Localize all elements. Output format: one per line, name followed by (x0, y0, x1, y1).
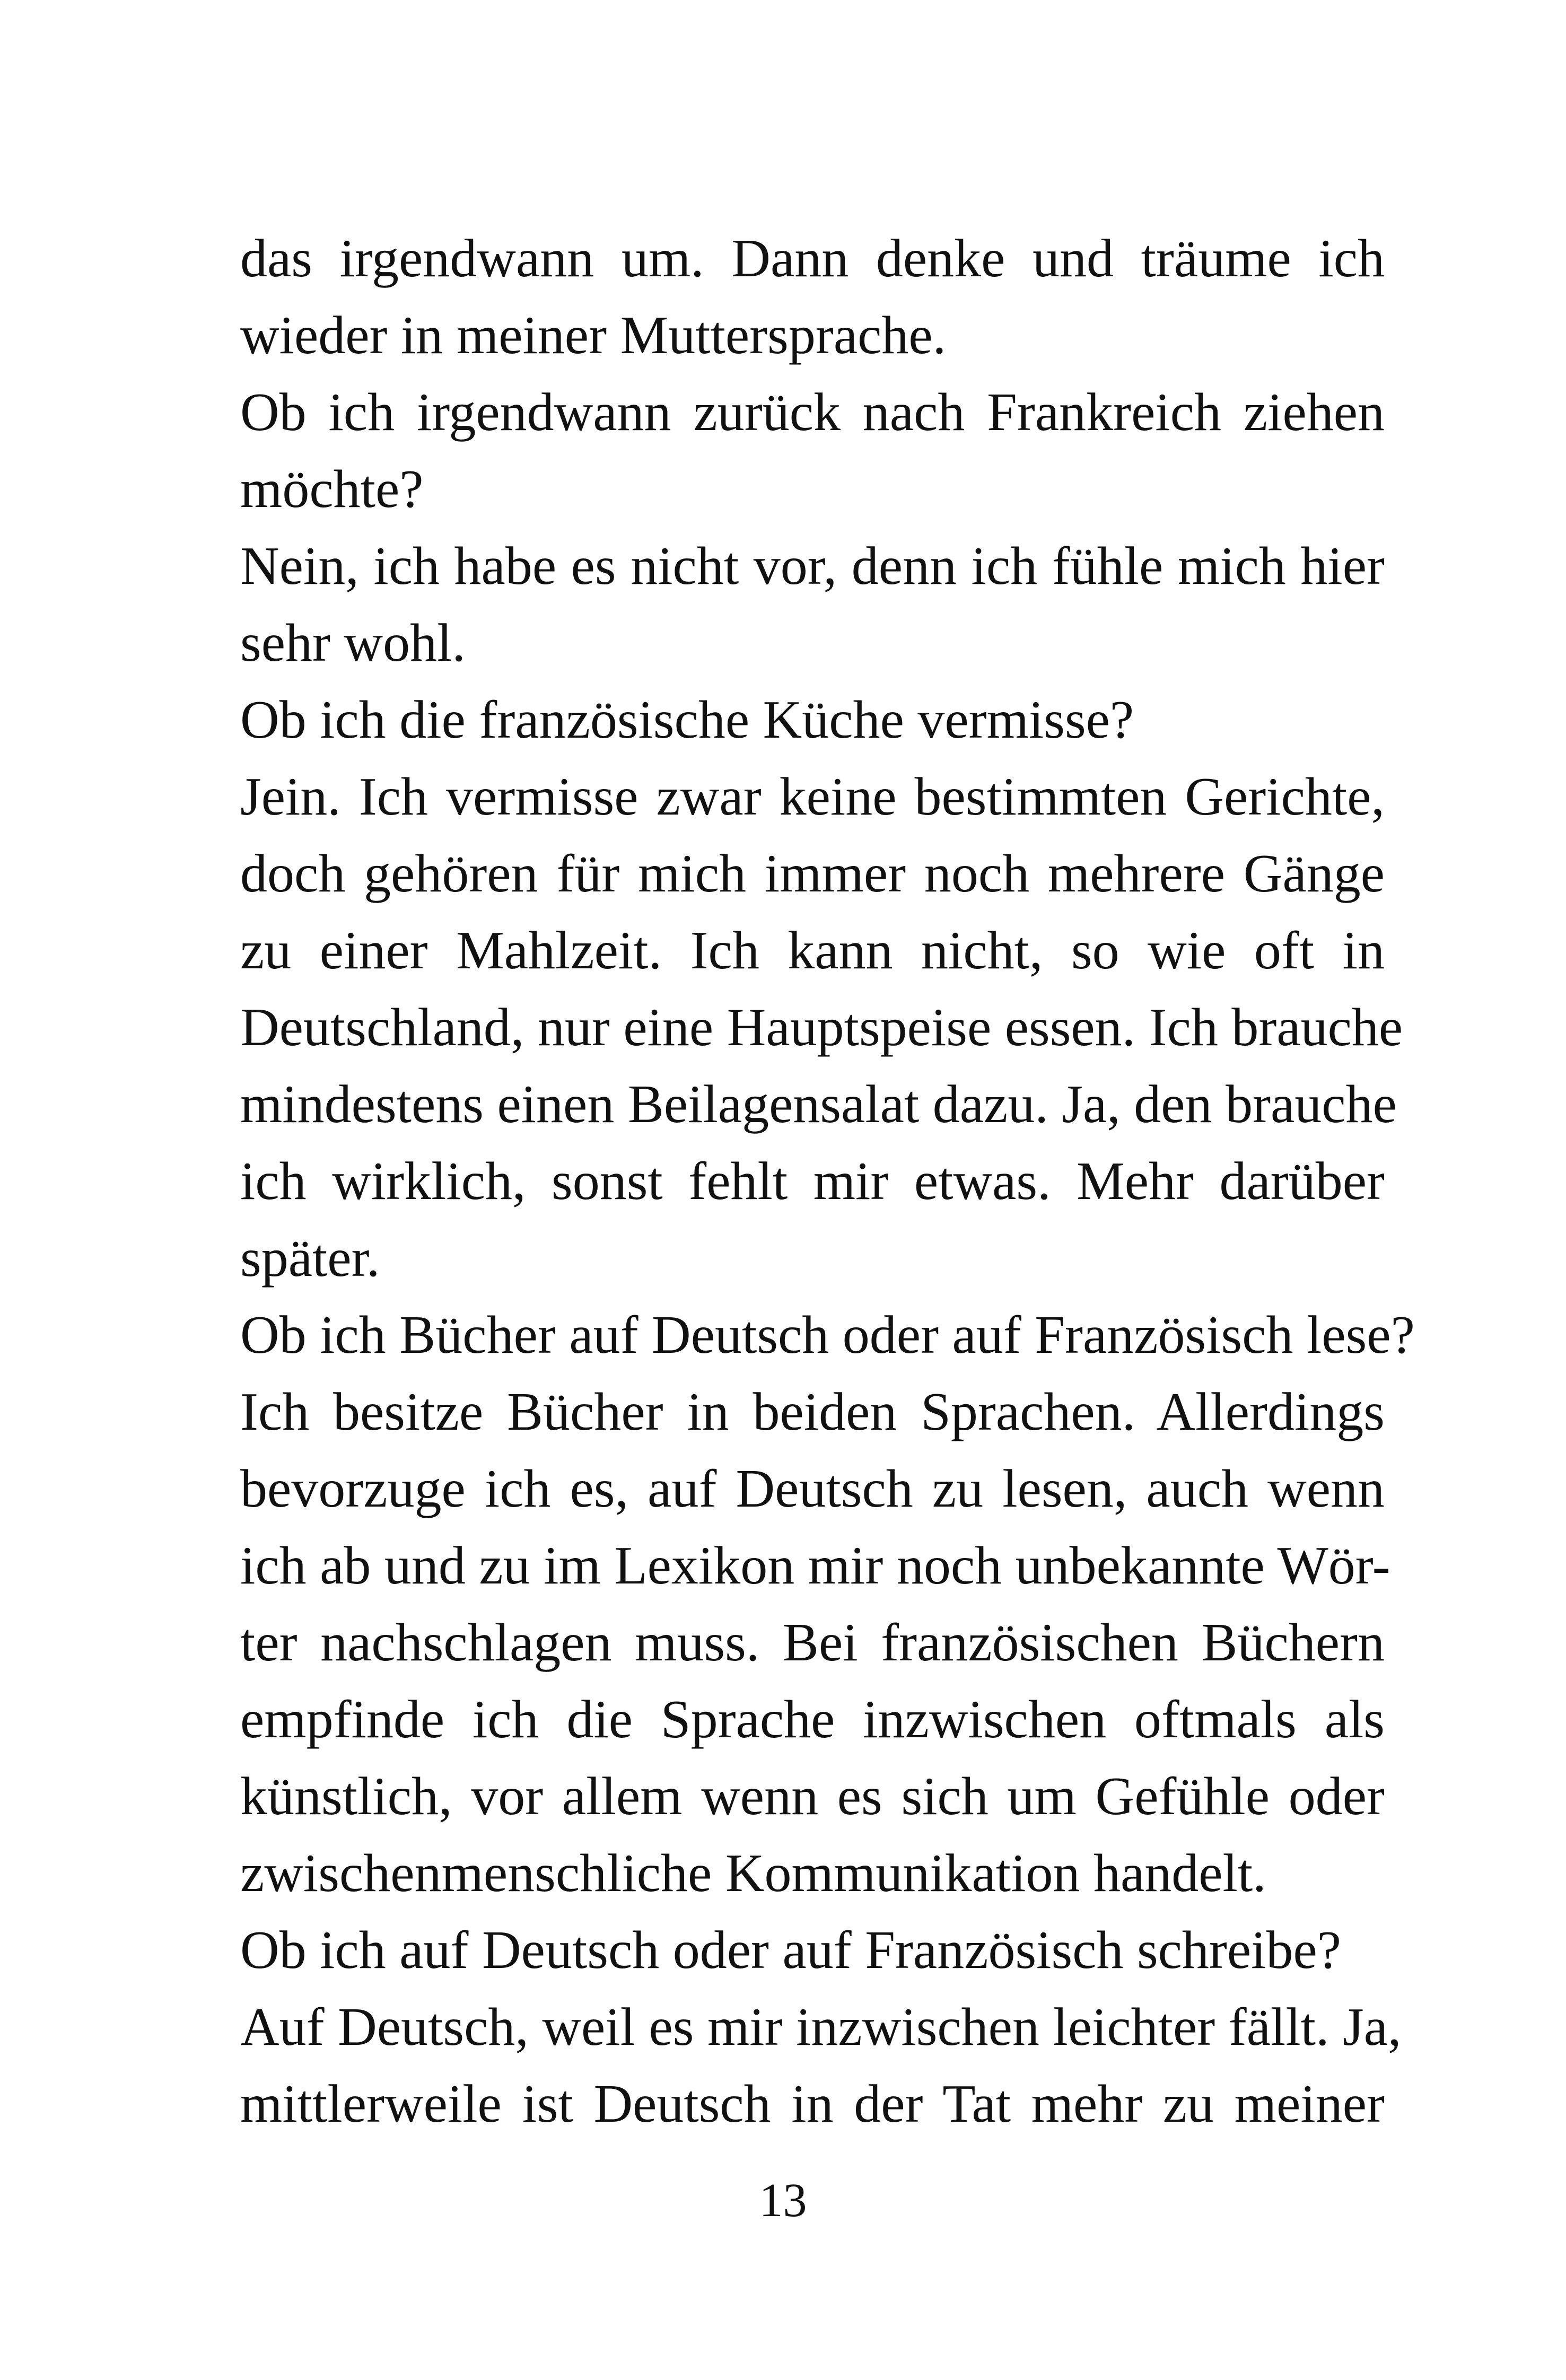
text-line: ter nachschlagen muss. Bei französischen Büchern (240, 1613, 1385, 1673)
text-line: bevorzuge ich es, auf Deutsch zu lesen, auch wenn (240, 1459, 1385, 1519)
text-line: zwischenmenschliche Kommunikation handelt. (240, 1843, 1266, 1903)
text-line: empfinde ich die Sprache inzwischen oftmals als (240, 1690, 1385, 1749)
text-line: Ob ich irgendwann zurück nach Frankreich ziehen (240, 382, 1385, 442)
text-line: das irgendwann um. Dann denke und träume ich (240, 229, 1385, 288)
text-line: möchte? (240, 459, 424, 519)
text-line: Auf Deutsch, weil es mir inzwischen leichter fällt. Ja, (240, 1997, 1402, 2057)
text-line: Jein. Ich vermisse zwar keine bestimmten Gerichte, (240, 767, 1385, 827)
text-line: Deutschland, nur eine Hauptspeise essen. Ich brauche (240, 998, 1403, 1057)
text-line: später. (240, 1228, 380, 1288)
text-line: Ob ich die französische Küche vermisse? (240, 690, 1134, 750)
text-line: Ich besitze Bücher in beiden Sprachen. Allerdings (240, 1382, 1385, 1442)
text-line: mindestens einen Beilagensalat dazu. Ja, den brauche (240, 1074, 1397, 1134)
text-line: mittlerweile ist Deutsch in der Tat mehr zu meiner (240, 2074, 1385, 2134)
text-line: Nein, ich habe es nicht vor, denn ich fühle mich hier (240, 536, 1385, 596)
text-line: ich wirklich, sonst fehlt mir etwas. Mehr darüber (240, 1151, 1385, 1211)
page-number: 13 (759, 2174, 807, 2227)
text-line: doch gehören für mich immer noch mehrere Gänge (240, 844, 1385, 904)
text-line: zu einer Mahlzeit. Ich kann nicht, so wie oft in (240, 921, 1385, 981)
text-line: wieder in meiner Muttersprache. (240, 305, 947, 365)
text-line: Ob ich auf Deutsch oder auf Französisch schreibe? (240, 1920, 1342, 1980)
text-line: künstlich, vor allem wenn es sich um Gefühle oder (240, 1766, 1385, 1826)
text-line: sehr wohl. (240, 613, 466, 673)
text-line: ich ab und zu im Lexikon mir noch unbekannte Wör- (240, 1536, 1390, 1596)
text-line: Ob ich Bücher auf Deutsch oder auf Französisch lese? (240, 1305, 1415, 1365)
body-text (240, 220, 1415, 2142)
